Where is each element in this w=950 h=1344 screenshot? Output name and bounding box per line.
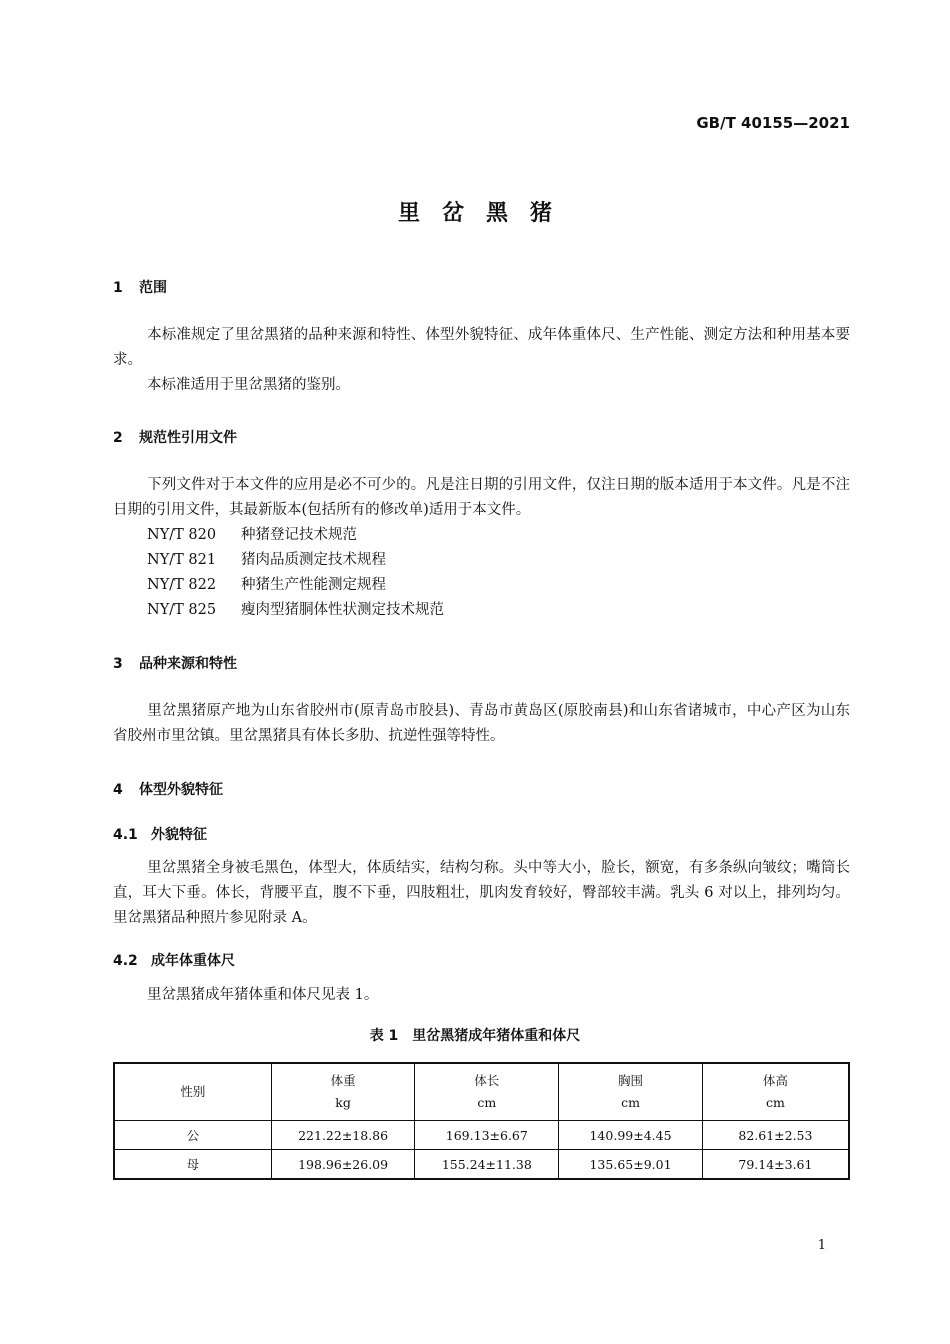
section-number: 1 (113, 280, 123, 296)
column-header-label: 体高 (762, 1073, 788, 1088)
column-header-label: 胸围 (618, 1073, 644, 1088)
section-4-heading (113, 779, 223, 799)
table-cell: 169.13±6.67 (415, 1121, 559, 1150)
table-cell: 135.65±9.01 (559, 1150, 703, 1180)
section-number: 2 (113, 430, 123, 446)
section-4-1-heading (113, 824, 207, 844)
section-2-paragraph-1 (113, 473, 850, 523)
column-header (559, 1063, 703, 1121)
reference-code: NY/T 822 (147, 577, 217, 593)
section-title: 体型外貌特征 (139, 782, 223, 798)
body-measurements-table (113, 1062, 850, 1180)
standard-code: GB/T 40155—2021 (696, 114, 850, 132)
section-number: 3 (113, 656, 123, 672)
reference-code: NY/T 820 (147, 527, 217, 543)
column-header-label: 体重 (330, 1073, 356, 1088)
column-header-label: 性别 (180, 1084, 206, 1099)
section-3-heading (113, 653, 237, 673)
section-number: 4.1 (113, 827, 138, 843)
table-cell: 221.22±18.86 (271, 1121, 415, 1150)
table-row (114, 1121, 849, 1150)
reference-title: 猪肉品质测定技术规程 (241, 552, 386, 568)
section-4-2-paragraph-1 (113, 983, 850, 1008)
reference-title: 种猪登记技术规范 (241, 527, 357, 543)
column-header (271, 1063, 415, 1121)
table-header-row (114, 1063, 849, 1121)
column-header-unit: cm (621, 1095, 640, 1110)
normative-reference (147, 548, 386, 573)
paragraph-text: 里岔黑猪成年猪体重和体尺见表 1。 (147, 987, 379, 1003)
reference-code: NY/T 825 (147, 602, 217, 618)
section-title: 成年体重体尺 (151, 953, 235, 969)
table-cell: 公 (114, 1121, 271, 1150)
section-3-paragraph-1 (113, 699, 850, 749)
section-title: 范围 (139, 280, 167, 296)
section-4-2-heading (113, 950, 235, 970)
normative-reference (147, 573, 386, 598)
section-2-heading (113, 427, 237, 447)
section-1-paragraph-1 (113, 323, 850, 373)
reference-title: 瘦肉型猪胴体性状测定技术规范 (241, 602, 444, 618)
paragraph-text: 本标准适用于里岔黑猪的鉴别。 (147, 377, 350, 393)
page-number: 1 (817, 1238, 826, 1253)
normative-reference (147, 523, 357, 548)
section-title: 品种来源和特性 (139, 656, 237, 672)
paragraph-text: 本标准规定了里岔黑猪的品种来源和特性、体型外貌特征、成年体重体尺、生产性能、测定方法和种用基本要求。 (113, 327, 850, 368)
table-cell: 198.96±26.09 (271, 1150, 415, 1180)
table-cell: 82.61±2.53 (702, 1121, 849, 1150)
section-title: 外貌特征 (151, 827, 207, 843)
table-caption: 表 1 里岔黑猪成年猪体重和体尺 (369, 1028, 581, 1044)
normative-reference (147, 598, 444, 623)
column-header (415, 1063, 559, 1121)
section-number: 4 (113, 782, 123, 798)
reference-code: NY/T 821 (147, 552, 217, 568)
paragraph-text: 下列文件对于本文件的应用是必不可少的。凡是注日期的引用文件，仅注日期的版本适用于本文件。凡是不注日期的引用文件，其最新版本(包括所有的修改单)适用于本文件。 (113, 477, 850, 518)
reference-title: 种猪生产性能测定规程 (241, 577, 386, 593)
section-title: 规范性引用文件 (139, 430, 237, 446)
section-4-1-paragraph-1 (113, 856, 850, 931)
table-row (114, 1150, 849, 1180)
column-header-label: 体长 (474, 1073, 500, 1088)
document-title: 里岔黑猪 (397, 201, 574, 226)
column-header (114, 1063, 271, 1121)
section-1-heading (113, 277, 167, 297)
table-cell: 140.99±4.45 (559, 1121, 703, 1150)
column-header (702, 1063, 849, 1121)
section-number: 4.2 (113, 953, 138, 969)
paragraph-text: 里岔黑猪全身被毛黑色，体型大，体质结实，结构匀称。头中等大小，脸长，额宽，有多条纵向皱纹；嘴筒长直，耳大下垂。体长，背腰平直，腹不下垂，四肢粗壮，肌肉发育较好，臀部较丰满。乳头 6 对以上，排列均匀。里岔黑猪品种照片参见附录 A。 (113, 860, 850, 926)
table-cell: 母 (114, 1150, 271, 1180)
column-header-unit: cm (765, 1095, 785, 1110)
column-header-unit: cm (477, 1095, 497, 1110)
table-cell: 155.24±11.38 (415, 1150, 559, 1180)
table-cell: 79.14±3.61 (702, 1150, 849, 1180)
paragraph-text: 里岔黑猪原产地为山东省胶州市(原青岛市胶县)、青岛市黄岛区(原胶南县)和山东省诸城市，中心产区为山东省胶州市里岔镇。里岔黑猪具有体长多肋、抗逆性强等特性。 (113, 703, 850, 744)
section-1-paragraph-2 (113, 373, 850, 398)
column-header-unit: kg (335, 1095, 351, 1110)
